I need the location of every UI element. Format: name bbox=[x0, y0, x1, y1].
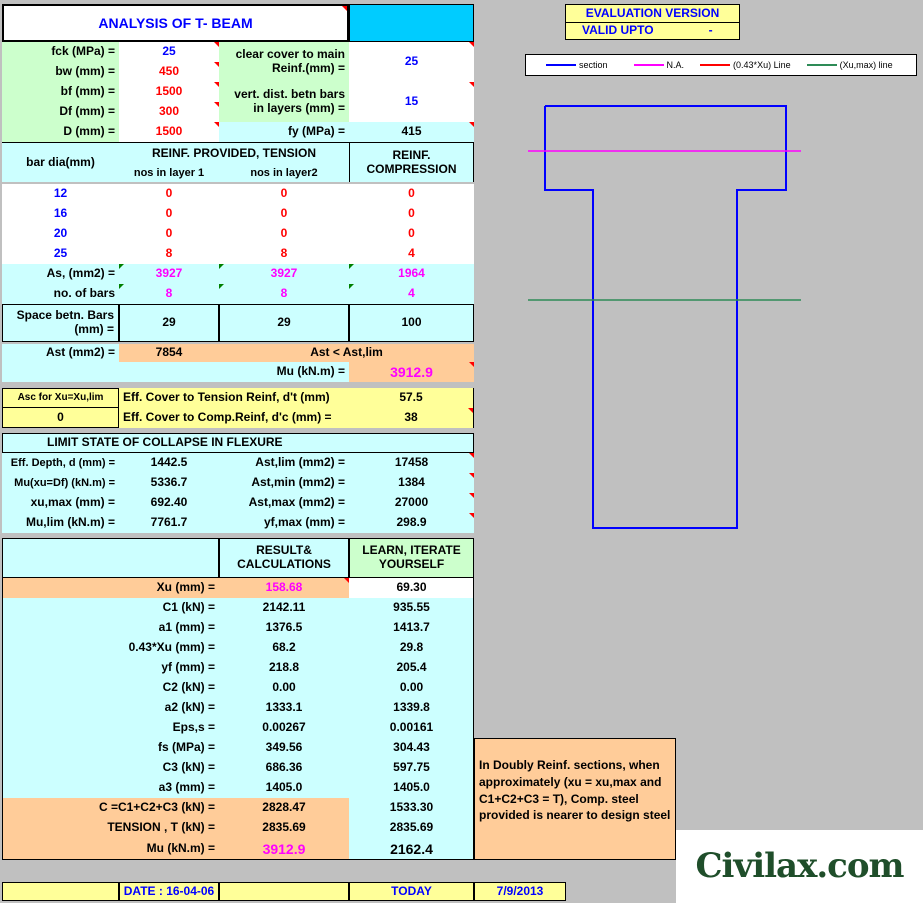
c-total-value: 2828.47 bbox=[219, 798, 349, 818]
nbars-layer1: 8 bbox=[119, 284, 219, 304]
bw-label: bw (mm) = bbox=[2, 62, 119, 82]
mu-final-label: Mu (kN.m) = bbox=[2, 838, 219, 860]
space-comp: 100 bbox=[349, 304, 474, 342]
ast-label: Ast (mm2) = bbox=[2, 344, 119, 362]
bar-dia-12: 12 bbox=[2, 184, 119, 204]
astlim-label: Ast,lim (mm2) = bbox=[219, 453, 349, 473]
legend-na-swatch bbox=[634, 64, 664, 66]
tension-iterate: 2835.69 bbox=[349, 818, 474, 838]
astlim-value: 17458 bbox=[349, 453, 474, 473]
valid-upto-value: - bbox=[708, 23, 713, 38]
dc-value: 38 bbox=[349, 408, 474, 428]
limit-header: LIMIT STATE OF COLLAPSE IN FLEXURE bbox=[2, 433, 474, 453]
eps-value: 0.00267 bbox=[219, 718, 349, 738]
chart-legend bbox=[525, 54, 917, 76]
a1-label: a1 (mm) = bbox=[2, 618, 219, 638]
c3-iterate: 597.75 bbox=[349, 758, 474, 778]
yf-iterate: 205.4 bbox=[349, 658, 474, 678]
valid-upto-label: VALID UPTO bbox=[582, 23, 654, 38]
fy-input[interactable]: 415 bbox=[349, 122, 474, 142]
a1-value: 1376.5 bbox=[219, 618, 349, 638]
layer2-25[interactable]: 8 bbox=[219, 244, 349, 264]
bar-dia-25: 25 bbox=[2, 244, 119, 264]
layer2-header: nos in layer2 bbox=[219, 164, 349, 182]
legend-na: N.A. bbox=[666, 59, 685, 70]
results-col2-header: LEARN, ITERATE YOURSELF bbox=[349, 538, 474, 578]
section-outline bbox=[545, 106, 786, 528]
mu-value: 3912.9 bbox=[349, 362, 474, 382]
layer1-header: nos in layer 1 bbox=[119, 164, 219, 182]
xumax-value: 692.40 bbox=[119, 493, 219, 513]
xumax-label: xu,max (mm) = bbox=[2, 493, 119, 513]
cover-input[interactable]: 25 bbox=[349, 42, 474, 82]
mu-final-iterate: 2162.4 bbox=[349, 838, 474, 860]
legend-xumax: (Xu,max) line bbox=[839, 59, 893, 70]
t-beam-section-drawing bbox=[520, 100, 810, 540]
bar-dia-16: 16 bbox=[2, 204, 119, 224]
legend-xu43: (0.43*Xu) Line bbox=[733, 59, 791, 70]
bf-input[interactable]: 1500 bbox=[119, 82, 219, 102]
results-header-blank bbox=[2, 538, 219, 578]
layer1-16[interactable]: 0 bbox=[119, 204, 219, 224]
comp-25[interactable]: 4 bbox=[349, 244, 474, 264]
layer2-12[interactable]: 0 bbox=[219, 184, 349, 204]
mulim-label: Mu,lim (kN.m) = bbox=[2, 513, 119, 533]
c3-label: C3 (kN) = bbox=[2, 758, 219, 778]
astmin-label: Ast,min (mm2) = bbox=[219, 473, 349, 493]
mu-row-blank bbox=[2, 362, 219, 382]
space-layer1: 29 bbox=[119, 304, 219, 342]
yfmax-value: 298.9 bbox=[349, 513, 474, 533]
asc-label: Asc for Xu=Xu,lim bbox=[2, 388, 119, 408]
a3-iterate: 1405.0 bbox=[349, 778, 474, 798]
layer1-25[interactable]: 8 bbox=[119, 244, 219, 264]
compression-header: REINF. COMPRESSION bbox=[349, 142, 474, 182]
ast-note: Ast < Ast,lim bbox=[219, 344, 474, 362]
fs-value: 349.56 bbox=[219, 738, 349, 758]
comp-20[interactable]: 0 bbox=[349, 224, 474, 244]
mu-label: Mu (kN.m) = bbox=[219, 362, 349, 382]
astmax-label: Ast,max (mm2) = bbox=[219, 493, 349, 513]
footer-blank bbox=[219, 882, 349, 901]
civilax-logo bbox=[676, 830, 923, 903]
tension-value: 2835.69 bbox=[219, 818, 349, 838]
c1-label: C1 (kN) = bbox=[2, 598, 219, 618]
c-total-iterate: 1533.30 bbox=[349, 798, 474, 818]
eff-depth-value: 1442.5 bbox=[119, 453, 219, 473]
vert-dist-label: vert. dist. betn bars in layers (mm) = bbox=[219, 82, 349, 122]
c3-value: 686.36 bbox=[219, 758, 349, 778]
mu-final-value: 3912.9 bbox=[219, 838, 349, 860]
title-side-cell bbox=[349, 4, 474, 42]
fy-label: fy (MPa) = bbox=[219, 122, 349, 142]
fs-label: fs (MPa) = bbox=[2, 738, 219, 758]
nbars-comp: 4 bbox=[349, 284, 474, 304]
cover-label: clear cover to main Reinf.(mm) = bbox=[219, 42, 349, 82]
df-label: Df (mm) = bbox=[2, 102, 119, 122]
c1-value: 2142.11 bbox=[219, 598, 349, 618]
space-label: Space betn. Bars (mm) = bbox=[2, 304, 119, 342]
comp-12[interactable]: 0 bbox=[349, 184, 474, 204]
fs-iterate: 304.43 bbox=[349, 738, 474, 758]
c-total-label: C =C1+C2+C3 (kN) = bbox=[2, 798, 219, 818]
legend-section-swatch bbox=[546, 64, 576, 66]
dc-label: Eff. Cover to Comp.Reinf, d'c (mm) = bbox=[119, 408, 349, 428]
mudf-label: Mu(xu=Df) (kN.m) = bbox=[2, 473, 119, 493]
c2-label: C2 (kN) = bbox=[2, 678, 219, 698]
layer1-12[interactable]: 0 bbox=[119, 184, 219, 204]
as-comp: 1964 bbox=[349, 264, 474, 284]
as-layer2: 3927 bbox=[219, 264, 349, 284]
fck-label: fck (MPa) = bbox=[2, 42, 119, 62]
yfmax-label: yf,max (mm) = bbox=[219, 513, 349, 533]
layer2-20[interactable]: 0 bbox=[219, 224, 349, 244]
bw-input[interactable]: 450 bbox=[119, 62, 219, 82]
evaluation-version: EVALUATION VERSION bbox=[565, 4, 740, 22]
layer1-20[interactable]: 0 bbox=[119, 224, 219, 244]
legend-xu43-swatch bbox=[700, 64, 730, 66]
design-note: In Doubly Reinf. sections, when approximately (xu = xu,max and C1+C2+C3 = T), Comp. steel provided is nearer to design steel bbox=[474, 738, 676, 860]
layer2-16[interactable]: 0 bbox=[219, 204, 349, 224]
astmax-value: 27000 bbox=[349, 493, 474, 513]
bf-label: bf (mm) = bbox=[2, 82, 119, 102]
yf-label: yf (mm) = bbox=[2, 658, 219, 678]
c2-value: 0.00 bbox=[219, 678, 349, 698]
d-input[interactable]: 1500 bbox=[119, 122, 219, 142]
a3-label: a3 (mm) = bbox=[2, 778, 219, 798]
fck-input[interactable]: 25 bbox=[119, 42, 219, 62]
footer-today-value: 7/9/2013 bbox=[474, 882, 566, 901]
a2-label: a2 (kN) = bbox=[2, 698, 219, 718]
mulim-value: 7761.7 bbox=[119, 513, 219, 533]
d-label: D (mm) = bbox=[2, 122, 119, 142]
dt-label: Eff. Cover to Tension Reinf, d't (mm) bbox=[119, 388, 349, 408]
legend-section: section bbox=[579, 59, 608, 70]
a3-value: 1405.0 bbox=[219, 778, 349, 798]
astmin-value: 1384 bbox=[349, 473, 474, 493]
bar-dia-20: 20 bbox=[2, 224, 119, 244]
c1-iterate: 935.55 bbox=[349, 598, 474, 618]
page-title: ANALYSIS OF T- BEAM bbox=[2, 4, 349, 42]
vert-dist-input[interactable]: 15 bbox=[349, 82, 474, 122]
a1-iterate: 1413.7 bbox=[349, 618, 474, 638]
footer-left bbox=[2, 882, 119, 901]
bar-dia-header: bar dia(mm) bbox=[2, 142, 119, 182]
space-layer2: 29 bbox=[219, 304, 349, 342]
footer-today-label: TODAY bbox=[349, 882, 474, 901]
nbars-layer2: 8 bbox=[219, 284, 349, 304]
df-input[interactable]: 300 bbox=[119, 102, 219, 122]
xu43-iterate: 29.8 bbox=[349, 638, 474, 658]
as-label: As, (mm2) = bbox=[2, 264, 119, 284]
legend-xumax-swatch bbox=[807, 64, 837, 66]
as-layer1: 3927 bbox=[119, 264, 219, 284]
asc-value: 0 bbox=[2, 408, 119, 428]
xu-label: Xu (mm) = bbox=[2, 578, 219, 598]
a2-iterate: 1339.8 bbox=[349, 698, 474, 718]
dt-value: 57.5 bbox=[349, 388, 474, 408]
ast-value: 7854 bbox=[119, 344, 219, 362]
valid-upto bbox=[565, 22, 740, 40]
xu43-value: 68.2 bbox=[219, 638, 349, 658]
comp-16[interactable]: 0 bbox=[349, 204, 474, 224]
footer-date: DATE : 16-04-06 bbox=[119, 882, 219, 901]
tension-header: REINF. PROVIDED, TENSION bbox=[119, 142, 349, 164]
xu-value: 158.68 bbox=[219, 578, 349, 598]
results-col1-header: RESULT& CALCULATIONS bbox=[219, 538, 349, 578]
xu-iterate[interactable]: 69.30 bbox=[349, 578, 474, 598]
a2-value: 1333.1 bbox=[219, 698, 349, 718]
nbars-label: no. of bars bbox=[2, 284, 119, 304]
c2-iterate: 0.00 bbox=[349, 678, 474, 698]
eps-label: Eps,s = bbox=[2, 718, 219, 738]
mudf-value: 5336.7 bbox=[119, 473, 219, 493]
civilax-logo-text: Civilax.com bbox=[695, 845, 904, 886]
eps-iterate: 0.00161 bbox=[349, 718, 474, 738]
eff-depth-label: Eff. Depth, d (mm) = bbox=[2, 453, 119, 473]
yf-value: 218.8 bbox=[219, 658, 349, 678]
tension-label: TENSION , T (kN) = bbox=[2, 818, 219, 838]
xu43-label: 0.43*Xu (mm) = bbox=[2, 638, 219, 658]
